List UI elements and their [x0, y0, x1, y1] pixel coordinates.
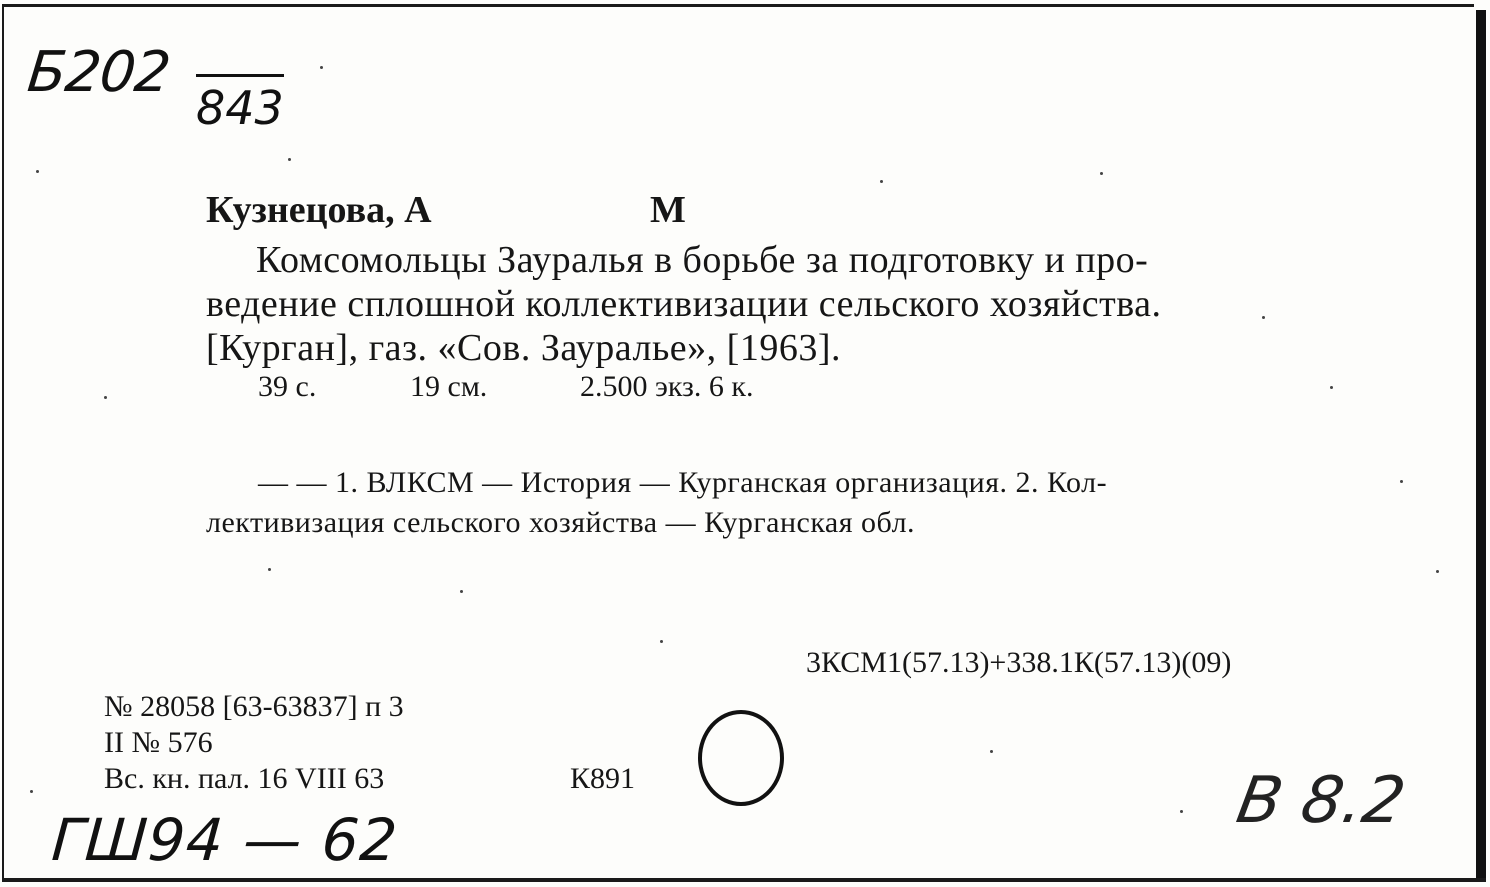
chamber-date: Вс. кн. пал. 16 VIII 63	[104, 762, 385, 795]
scan-speck	[36, 170, 39, 173]
author-code: К891	[570, 762, 636, 795]
scan-speck	[30, 790, 33, 793]
author-initial: М	[650, 189, 686, 231]
scan-speck	[1180, 810, 1183, 813]
scan-speck	[1330, 386, 1333, 389]
title-line-3: [Курган], газ. «Сов. Зауралье», [1963].	[206, 327, 841, 369]
scan-speck	[1262, 316, 1265, 319]
subject-line-1: — — 1. ВЛКСМ — История — Курганская организация. 2. Кол-	[258, 466, 1108, 499]
scan-speck	[288, 158, 291, 161]
shelf-mark-sub: 843	[196, 74, 284, 135]
card-edge-bottom	[2, 878, 1486, 882]
scan-speck	[880, 180, 883, 183]
scan-speck	[1400, 480, 1403, 483]
subject-line-2: лективизация сельского хозяйства — Курганская обл.	[206, 506, 916, 539]
punch-hole	[698, 710, 784, 806]
scan-speck	[1436, 570, 1439, 573]
title-line-2: ведение сплошной коллективизации сельского хозяйства.	[206, 283, 1162, 325]
classification-index: 3КСМ1(57.13)+338.1К(57.13)(09)	[806, 646, 1232, 679]
handwritten-corner-mark: В 8.2	[1231, 764, 1411, 838]
handwritten-catalog-number: ГШ94 — 62	[49, 806, 401, 874]
scan-speck	[990, 750, 993, 753]
scan-speck	[460, 590, 463, 593]
scan-speck	[660, 640, 663, 643]
collation-size: 19 см.	[410, 370, 488, 403]
scan-speck	[320, 66, 323, 69]
record-number: № 28058 [63-63837] п 3	[104, 690, 404, 723]
collation-copies-price: 2.500 экз. 6 к.	[580, 370, 754, 403]
scan-speck	[268, 568, 271, 571]
shelf-mark: Б202	[24, 40, 173, 105]
author-name: Кузнецова, А	[206, 189, 432, 231]
card-edge-top	[4, 4, 1474, 7]
title-line-1: Комсомольцы Зауралья в борьбе за подготовку и про-	[256, 239, 1149, 281]
card-edge-left	[2, 4, 4, 882]
scan-speck	[104, 396, 107, 399]
scan-speck	[1100, 172, 1103, 175]
secondary-number: II № 576	[104, 726, 213, 759]
card-edge-right	[1476, 10, 1486, 882]
collation-pages: 39 с.	[258, 370, 317, 403]
